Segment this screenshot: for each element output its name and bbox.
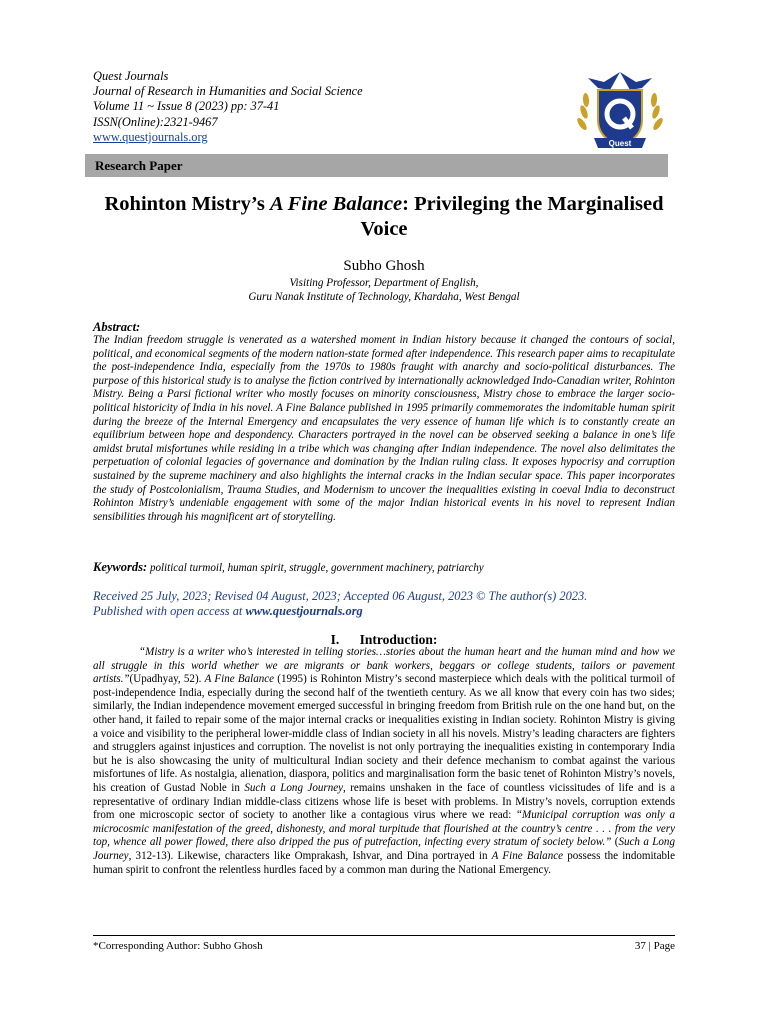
intro-italic1: A Fine Balance — [204, 673, 275, 686]
intro-italic2: Such a Long Journey — [244, 781, 344, 794]
author-affiliation — [93, 276, 675, 304]
corresponding-author: *Corresponding Author: Subho Ghosh — [93, 940, 263, 952]
affiliation-line2: Guru Nanak Institute of Technology, Khardaha, West Bengal — [248, 291, 520, 303]
introduction-paragraph — [93, 646, 675, 877]
intro-quote-cite: (Upadhyay, 52). — [129, 673, 205, 686]
received-dates: Received 25 July, 2023; Revised 04 August, 2023; Accepted 06 August, 2023 © The author(s) 2023. — [93, 589, 588, 603]
keywords — [93, 560, 675, 575]
intro-quote: “Mistry is a writer who’s interested in telling stories…stories about the human heart and the human mind and how we all struggle in this world whether we are migrants or bank workers, beggars or college students, tailors or pavement artists.” — [93, 646, 675, 686]
intro-text2: , remains unshaken in the face of countless vicissitudes of life and is a representative of ordinary Indian middle-class citizens whose life is beset with problems. In Mistry’s novels, corruption extends from one microscopic sector of society to another like a contagious virus where we read: — [93, 781, 676, 822]
footer-divider — [93, 935, 675, 936]
intro-quote2: “Municipal corruption was only a microcosmic manifestation of the greed, dishonesty, and moral turpitude that flourished at the country’s centre . . . from the very top, whence all power flowed, there also dripped the pus of putrefaction, infecting every stratum of society below.” — [93, 809, 675, 849]
title-part2: : Privileging the Marginalised Voice — [360, 193, 664, 240]
abstract-text: The Indian freedom struggle is venerated as a watershed moment in Indian history because it changed the contours of social, political, and economical segments of the modern nation-state formed after independence. This research paper aims to recapitulate the post-independence India, especially from the 1970s to 1980s fraught with anarchy and socio-political disturbances. The purpose of this historical study is to analyse the fiction contrived by internationally acknowledged Indo-Canadian writer, Rohinton Mistry. Being a Parsi fictional writer who mostly focuses on minority consciousness, Mistry chose to embrace the larger socio-political historicity of India in his novel. A Fine Balance published in 1995 primarily commemorates the indomitable human spirit during the breeze of the Internal Emergency and encapsulates the very essence of human life which is to constantly create an equilibrium between hope and despondency. Characters portrayed in the novel can be observed seeking a balance in one’s life amidst brutal misfortunes while residing in a tribe which was changing after Indian independence. The novel also delimitates the perpetuation of colonial legacies of governance and domination by the Indian ruling class. It exposes hypocrisy and corruption sustained by the supreme machinery and also highlights the internal cracks in the Indian secular space. This paper incorporates the study of Postcolonialism, Trauma Studies, and Modernism to uncover the inequalities existing in coeval India to deconstruct Rohinton Mistry’s undeniable engagement with some of the major Indian historical events in his novel to represent Indian sensibilities through his magnificent art of storytelling. — [93, 334, 675, 523]
affiliation-line1: Visiting Professor, Department of English, — [289, 277, 479, 289]
paper-title — [93, 192, 675, 242]
journal-volume: Volume 11 ~ Issue 8 (2023) pp: 37-41 — [93, 99, 280, 114]
page-number: 37 | Page — [634, 940, 675, 952]
research-paper-banner: Research Paper — [85, 154, 668, 177]
section-number: I. — [330, 632, 340, 647]
journal-issn: ISSN(Online):2321-9467 — [93, 114, 218, 129]
intro-text4: , 312-13). Likewise, characters like Omprakash, Ishvar, and Dina portrayed in — [128, 849, 492, 862]
intro-text1: (1995) is Rohinton Mistry’s second masterpiece which deals with the political turmoil of post-independence India, especially during the second half of the twentieth century. As we all know that every coin has two sides; similarly, the Indian independence movement emerged successful in bringing freedom from British rule on the one hand but, on the other hand, it failed to repair some of the major internal cracks or inequalities existing in Indian society. Rohinton Mistry is giving a voice and visibility to the peripheral lower-middle class of Indian society in all his novels. Mistry’s leading characters are fighters and strugglers against injustices and corruption. The novelist is not only portraying the inequalities existing in contemporary India but he is also showcasing the unity of multicultural Indian society and their defence mechanism to combat against the various misfortunes of life. As nostalgia, alienation, diaspora, politics and marginalisation form the basic tenet of Rohinton Mistry’s novels, his creation of Gustad Noble in — [93, 673, 676, 794]
keywords-label: Keywords: — [93, 560, 148, 574]
journal-url-link[interactable]: www.questjournals.org — [93, 129, 208, 144]
journal-header — [93, 69, 363, 145]
received-info — [93, 589, 675, 618]
intro-text3: ( — [611, 836, 619, 849]
intro-italic4: A Fine Balance — [491, 849, 564, 862]
abstract-heading: Abstract: — [93, 320, 141, 334]
published-line — [93, 604, 675, 619]
logo-text: Quest — [608, 139, 632, 148]
title-italic: A Fine Balance — [270, 193, 403, 215]
intro-text5: possess the indomitable human spirit to confront the relentless hurdles faced by a common man during the National Emergency. — [93, 849, 675, 876]
author-name: Subho Ghosh — [343, 258, 425, 274]
title-part1: Rohinton Mistry’s — [104, 193, 271, 215]
journal-name: Quest Journals — [93, 69, 169, 83]
published-url-link[interactable]: www.questjournals.org — [245, 603, 363, 618]
journal-full-name: Journal of Research in Humanities and Social Science — [93, 84, 363, 99]
intro-italic3: Such a Long Journey — [93, 836, 675, 862]
section-title: Introduction: — [359, 632, 438, 647]
published-text: Published with open access at — [93, 603, 246, 618]
quest-logo — [574, 68, 666, 154]
keywords-text: political turmoil, human spirit, struggle, government machinery, patriarchy — [149, 562, 484, 574]
